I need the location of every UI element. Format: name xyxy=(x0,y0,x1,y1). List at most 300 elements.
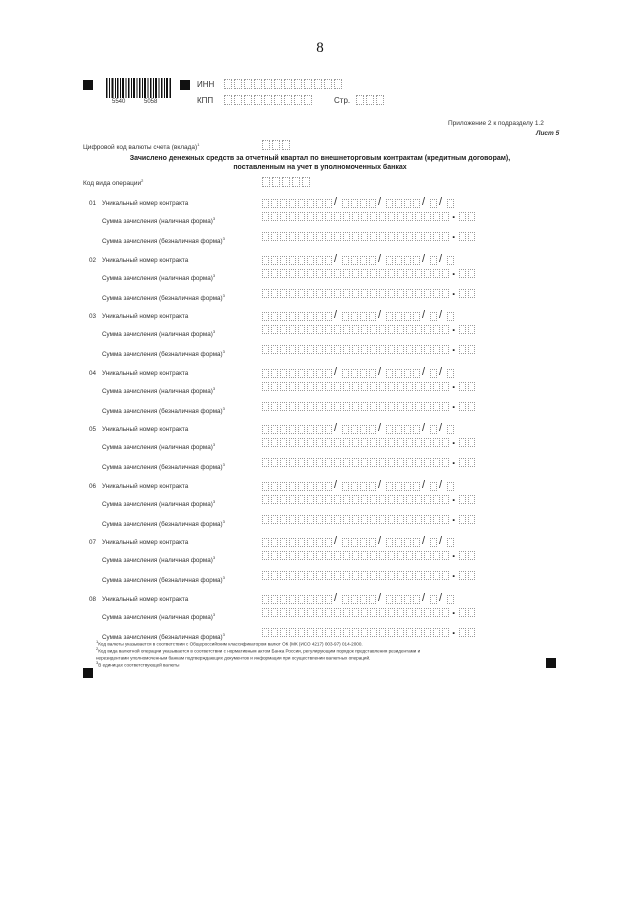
input-cell[interactable] xyxy=(234,95,242,105)
input-cell[interactable] xyxy=(415,269,422,278)
input-cell[interactable] xyxy=(404,199,411,208)
input-cell[interactable] xyxy=(415,438,422,447)
input-cell[interactable] xyxy=(284,95,292,105)
input-cell[interactable] xyxy=(262,495,269,504)
input-cell[interactable] xyxy=(360,369,367,378)
input-cell[interactable] xyxy=(234,79,242,89)
input-cell[interactable] xyxy=(424,345,431,354)
input-cell[interactable] xyxy=(397,269,404,278)
input-cell[interactable] xyxy=(468,515,475,524)
input-cell[interactable] xyxy=(244,95,252,105)
input-cell[interactable] xyxy=(289,538,296,547)
input-cell[interactable] xyxy=(424,458,431,467)
input-cell[interactable] xyxy=(316,538,323,547)
input-cell[interactable] xyxy=(360,482,367,491)
input-cell[interactable] xyxy=(360,256,367,265)
input-cell[interactable] xyxy=(316,628,323,637)
input-cell[interactable] xyxy=(397,289,404,298)
input-cell[interactable] xyxy=(280,256,287,265)
input-cell[interactable] xyxy=(352,325,359,334)
input-cell[interactable] xyxy=(386,538,393,547)
input-cell[interactable] xyxy=(413,595,420,604)
input-cell[interactable] xyxy=(459,402,466,411)
input-cell[interactable] xyxy=(262,269,269,278)
input-cell[interactable] xyxy=(284,79,292,89)
input-cell[interactable] xyxy=(298,256,305,265)
input-cell[interactable] xyxy=(413,369,420,378)
input-cell[interactable] xyxy=(316,608,323,617)
input-cell[interactable] xyxy=(325,256,332,265)
input-cell[interactable] xyxy=(343,628,350,637)
input-cell[interactable] xyxy=(262,289,269,298)
input-cell[interactable] xyxy=(430,595,437,604)
input-cell[interactable] xyxy=(404,312,411,321)
input-cell[interactable] xyxy=(415,458,422,467)
input-cell[interactable] xyxy=(343,289,350,298)
input-cell[interactable] xyxy=(289,289,296,298)
input-cell[interactable] xyxy=(342,369,349,378)
input-cell[interactable] xyxy=(397,212,404,221)
input-cell[interactable] xyxy=(397,382,404,391)
input-cell[interactable] xyxy=(316,345,323,354)
input-cell[interactable] xyxy=(370,402,377,411)
input-cell[interactable] xyxy=(289,425,296,434)
input-cell[interactable] xyxy=(352,382,359,391)
input-cell[interactable] xyxy=(298,515,305,524)
input-cell[interactable] xyxy=(325,595,332,604)
input-cell[interactable] xyxy=(430,312,437,321)
input-cell[interactable] xyxy=(406,232,413,241)
input-cell[interactable] xyxy=(352,402,359,411)
input-cell[interactable] xyxy=(302,177,310,187)
input-cell[interactable] xyxy=(262,212,269,221)
input-cell[interactable] xyxy=(224,95,232,105)
input-cell[interactable] xyxy=(397,515,404,524)
input-cell[interactable] xyxy=(442,382,449,391)
input-cell[interactable] xyxy=(343,438,350,447)
input-cell[interactable] xyxy=(388,269,395,278)
input-cell[interactable] xyxy=(361,571,368,580)
input-cell[interactable] xyxy=(351,256,358,265)
input-cell[interactable] xyxy=(271,551,278,560)
input-cell[interactable] xyxy=(397,438,404,447)
input-cell[interactable] xyxy=(406,608,413,617)
input-cell[interactable] xyxy=(271,199,278,208)
input-cell[interactable] xyxy=(342,538,349,547)
input-cell[interactable] xyxy=(361,269,368,278)
input-cell[interactable] xyxy=(289,571,296,580)
input-cell[interactable] xyxy=(351,312,358,321)
input-cell[interactable] xyxy=(271,438,278,447)
input-cell[interactable] xyxy=(316,382,323,391)
input-cell[interactable] xyxy=(379,289,386,298)
noncash-amount-field[interactable] xyxy=(262,345,475,355)
input-cell[interactable] xyxy=(304,79,312,89)
input-cell[interactable] xyxy=(386,425,393,434)
input-cell[interactable] xyxy=(361,515,368,524)
input-cell[interactable] xyxy=(289,325,296,334)
input-cell[interactable] xyxy=(397,551,404,560)
input-cell[interactable] xyxy=(404,256,411,265)
cash-amount-field[interactable] xyxy=(262,325,475,335)
input-cell[interactable] xyxy=(342,425,349,434)
input-cell[interactable] xyxy=(370,325,377,334)
input-cell[interactable] xyxy=(369,369,376,378)
input-cell[interactable] xyxy=(334,325,341,334)
input-cell[interactable] xyxy=(459,571,466,580)
input-cell[interactable] xyxy=(397,628,404,637)
input-cell[interactable] xyxy=(433,345,440,354)
input-cell[interactable] xyxy=(298,199,305,208)
input-cell[interactable] xyxy=(334,212,341,221)
input-cell[interactable] xyxy=(370,458,377,467)
input-cell[interactable] xyxy=(468,325,475,334)
input-cell[interactable] xyxy=(413,425,420,434)
input-cell[interactable] xyxy=(280,551,287,560)
input-cell[interactable] xyxy=(406,458,413,467)
input-cell[interactable] xyxy=(334,608,341,617)
input-cell[interactable] xyxy=(430,256,437,265)
input-cell[interactable] xyxy=(442,495,449,504)
input-cell[interactable] xyxy=(352,438,359,447)
input-cell[interactable] xyxy=(397,608,404,617)
input-cell[interactable] xyxy=(379,212,386,221)
input-cell[interactable] xyxy=(307,495,314,504)
input-cell[interactable] xyxy=(325,608,332,617)
currency-code-field[interactable] xyxy=(262,140,290,150)
noncash-amount-field[interactable] xyxy=(262,458,475,468)
input-cell[interactable] xyxy=(298,212,305,221)
input-cell[interactable] xyxy=(334,551,341,560)
input-cell[interactable] xyxy=(413,199,420,208)
contract-number-field[interactable] xyxy=(262,482,454,492)
input-cell[interactable] xyxy=(388,345,395,354)
input-cell[interactable] xyxy=(351,369,358,378)
input-cell[interactable] xyxy=(404,595,411,604)
input-cell[interactable] xyxy=(325,628,332,637)
input-cell[interactable] xyxy=(298,425,305,434)
input-cell[interactable] xyxy=(262,232,269,241)
input-cell[interactable] xyxy=(369,199,376,208)
input-cell[interactable] xyxy=(307,551,314,560)
input-cell[interactable] xyxy=(351,199,358,208)
input-cell[interactable] xyxy=(468,382,475,391)
input-cell[interactable] xyxy=(280,289,287,298)
input-cell[interactable] xyxy=(298,608,305,617)
input-cell[interactable] xyxy=(388,402,395,411)
input-cell[interactable] xyxy=(468,232,475,241)
input-cell[interactable] xyxy=(289,628,296,637)
input-cell[interactable] xyxy=(289,269,296,278)
input-cell[interactable] xyxy=(379,515,386,524)
input-cell[interactable] xyxy=(415,628,422,637)
input-cell[interactable] xyxy=(298,551,305,560)
input-cell[interactable] xyxy=(352,232,359,241)
input-cell[interactable] xyxy=(442,458,449,467)
input-cell[interactable] xyxy=(415,382,422,391)
input-cell[interactable] xyxy=(298,289,305,298)
input-cell[interactable] xyxy=(316,289,323,298)
input-cell[interactable] xyxy=(280,425,287,434)
input-cell[interactable] xyxy=(280,402,287,411)
input-cell[interactable] xyxy=(298,232,305,241)
input-cell[interactable] xyxy=(360,538,367,547)
input-cell[interactable] xyxy=(289,551,296,560)
input-cell[interactable] xyxy=(334,345,341,354)
input-cell[interactable] xyxy=(325,269,332,278)
input-cell[interactable] xyxy=(413,256,420,265)
input-cell[interactable] xyxy=(395,595,402,604)
input-cell[interactable] xyxy=(404,482,411,491)
input-cell[interactable] xyxy=(459,608,466,617)
input-cell[interactable] xyxy=(370,551,377,560)
input-cell[interactable] xyxy=(271,571,278,580)
input-cell[interactable] xyxy=(343,571,350,580)
input-cell[interactable] xyxy=(370,269,377,278)
input-cell[interactable] xyxy=(316,595,323,604)
input-cell[interactable] xyxy=(388,628,395,637)
input-cell[interactable] xyxy=(262,369,269,378)
contract-number-field[interactable] xyxy=(262,369,454,379)
input-cell[interactable] xyxy=(388,495,395,504)
input-cell[interactable] xyxy=(351,538,358,547)
input-cell[interactable] xyxy=(459,269,466,278)
input-cell[interactable] xyxy=(316,571,323,580)
input-cell[interactable] xyxy=(379,628,386,637)
contract-number-field[interactable] xyxy=(262,538,454,548)
input-cell[interactable] xyxy=(406,551,413,560)
input-cell[interactable] xyxy=(413,482,420,491)
input-cell[interactable] xyxy=(298,495,305,504)
input-cell[interactable] xyxy=(459,232,466,241)
input-cell[interactable] xyxy=(424,515,431,524)
input-cell[interactable] xyxy=(316,199,323,208)
noncash-amount-field[interactable] xyxy=(262,628,475,638)
input-cell[interactable] xyxy=(298,595,305,604)
input-cell[interactable] xyxy=(370,345,377,354)
input-cell[interactable] xyxy=(254,79,262,89)
input-cell[interactable] xyxy=(406,345,413,354)
input-cell[interactable] xyxy=(468,628,475,637)
input-cell[interactable] xyxy=(459,382,466,391)
input-cell[interactable] xyxy=(254,95,262,105)
input-cell[interactable] xyxy=(459,495,466,504)
input-cell[interactable] xyxy=(298,369,305,378)
input-cell[interactable] xyxy=(298,458,305,467)
input-cell[interactable] xyxy=(334,382,341,391)
input-cell[interactable] xyxy=(316,369,323,378)
input-cell[interactable] xyxy=(430,538,437,547)
input-cell[interactable] xyxy=(264,95,272,105)
input-cell[interactable] xyxy=(280,595,287,604)
input-cell[interactable] xyxy=(424,402,431,411)
input-cell[interactable] xyxy=(406,382,413,391)
input-cell[interactable] xyxy=(459,345,466,354)
input-cell[interactable] xyxy=(388,608,395,617)
input-cell[interactable] xyxy=(468,551,475,560)
noncash-amount-field[interactable] xyxy=(262,232,475,242)
input-cell[interactable] xyxy=(379,608,386,617)
input-cell[interactable] xyxy=(289,608,296,617)
input-cell[interactable] xyxy=(415,495,422,504)
input-cell[interactable] xyxy=(379,571,386,580)
cash-amount-field[interactable] xyxy=(262,212,475,222)
input-cell[interactable] xyxy=(433,571,440,580)
input-cell[interactable] xyxy=(325,345,332,354)
input-cell[interactable] xyxy=(289,382,296,391)
input-cell[interactable] xyxy=(468,458,475,467)
input-cell[interactable] xyxy=(307,269,314,278)
input-cell[interactable] xyxy=(442,402,449,411)
input-cell[interactable] xyxy=(361,382,368,391)
input-cell[interactable] xyxy=(379,551,386,560)
input-cell[interactable] xyxy=(316,212,323,221)
input-cell[interactable] xyxy=(424,608,431,617)
input-cell[interactable] xyxy=(280,199,287,208)
input-cell[interactable] xyxy=(274,95,282,105)
noncash-amount-field[interactable] xyxy=(262,402,475,412)
input-cell[interactable] xyxy=(316,256,323,265)
input-cell[interactable] xyxy=(262,140,270,150)
input-cell[interactable] xyxy=(262,382,269,391)
input-cell[interactable] xyxy=(395,482,402,491)
input-cell[interactable] xyxy=(325,515,332,524)
input-cell[interactable] xyxy=(406,289,413,298)
input-cell[interactable] xyxy=(406,628,413,637)
input-cell[interactable] xyxy=(404,369,411,378)
input-cell[interactable] xyxy=(370,495,377,504)
contract-number-field[interactable] xyxy=(262,425,454,435)
input-cell[interactable] xyxy=(280,325,287,334)
input-cell[interactable] xyxy=(224,79,232,89)
input-cell[interactable] xyxy=(351,425,358,434)
input-cell[interactable] xyxy=(397,325,404,334)
input-cell[interactable] xyxy=(343,212,350,221)
input-cell[interactable] xyxy=(395,312,402,321)
input-cell[interactable] xyxy=(388,551,395,560)
input-cell[interactable] xyxy=(386,256,393,265)
input-cell[interactable] xyxy=(361,438,368,447)
input-cell[interactable] xyxy=(280,458,287,467)
input-cell[interactable] xyxy=(430,199,437,208)
input-cell[interactable] xyxy=(316,312,323,321)
input-cell[interactable] xyxy=(386,595,393,604)
input-cell[interactable] xyxy=(307,595,314,604)
input-cell[interactable] xyxy=(442,628,449,637)
input-cell[interactable] xyxy=(415,325,422,334)
input-cell[interactable] xyxy=(433,402,440,411)
input-cell[interactable] xyxy=(334,438,341,447)
input-cell[interactable] xyxy=(343,325,350,334)
input-cell[interactable] xyxy=(316,402,323,411)
input-cell[interactable] xyxy=(262,438,269,447)
input-cell[interactable] xyxy=(468,495,475,504)
input-cell[interactable] xyxy=(334,458,341,467)
input-cell[interactable] xyxy=(342,199,349,208)
input-cell[interactable] xyxy=(307,628,314,637)
input-cell[interactable] xyxy=(369,256,376,265)
input-cell[interactable] xyxy=(289,232,296,241)
input-cell[interactable] xyxy=(343,551,350,560)
input-cell[interactable] xyxy=(361,551,368,560)
input-cell[interactable] xyxy=(352,571,359,580)
contract-number-field[interactable] xyxy=(262,312,454,322)
noncash-amount-field[interactable] xyxy=(262,571,475,581)
input-cell[interactable] xyxy=(388,212,395,221)
input-cell[interactable] xyxy=(370,212,377,221)
contract-number-field[interactable] xyxy=(262,256,454,266)
input-cell[interactable] xyxy=(298,538,305,547)
input-cell[interactable] xyxy=(262,538,269,547)
input-cell[interactable] xyxy=(388,458,395,467)
input-cell[interactable] xyxy=(271,382,278,391)
input-cell[interactable] xyxy=(294,95,302,105)
input-cell[interactable] xyxy=(433,289,440,298)
input-cell[interactable] xyxy=(262,571,269,580)
contract-number-field[interactable] xyxy=(262,199,454,209)
input-cell[interactable] xyxy=(316,458,323,467)
input-cell[interactable] xyxy=(271,515,278,524)
input-cell[interactable] xyxy=(334,289,341,298)
input-cell[interactable] xyxy=(430,369,437,378)
input-cell[interactable] xyxy=(262,199,269,208)
input-cell[interactable] xyxy=(413,312,420,321)
input-cell[interactable] xyxy=(289,458,296,467)
input-cell[interactable] xyxy=(307,438,314,447)
input-cell[interactable] xyxy=(342,595,349,604)
input-cell[interactable] xyxy=(406,438,413,447)
input-cell[interactable] xyxy=(289,515,296,524)
input-cell[interactable] xyxy=(307,256,314,265)
input-cell[interactable] xyxy=(370,515,377,524)
input-cell[interactable] xyxy=(442,232,449,241)
input-cell[interactable] xyxy=(361,628,368,637)
input-cell[interactable] xyxy=(370,289,377,298)
noncash-amount-field[interactable] xyxy=(262,289,475,299)
input-cell[interactable] xyxy=(325,495,332,504)
input-cell[interactable] xyxy=(271,312,278,321)
input-cell[interactable] xyxy=(271,212,278,221)
input-cell[interactable] xyxy=(271,256,278,265)
input-cell[interactable] xyxy=(361,495,368,504)
input-cell[interactable] xyxy=(334,79,342,89)
input-cell[interactable] xyxy=(424,212,431,221)
input-cell[interactable] xyxy=(271,538,278,547)
input-cell[interactable] xyxy=(395,369,402,378)
input-cell[interactable] xyxy=(298,482,305,491)
input-cell[interactable] xyxy=(424,325,431,334)
input-cell[interactable] xyxy=(415,571,422,580)
input-cell[interactable] xyxy=(316,325,323,334)
input-cell[interactable] xyxy=(343,458,350,467)
input-cell[interactable] xyxy=(307,571,314,580)
input-cell[interactable] xyxy=(404,538,411,547)
input-cell[interactable] xyxy=(342,256,349,265)
input-cell[interactable] xyxy=(379,382,386,391)
input-cell[interactable] xyxy=(307,312,314,321)
input-cell[interactable] xyxy=(307,212,314,221)
input-cell[interactable] xyxy=(316,269,323,278)
input-cell[interactable] xyxy=(356,95,364,105)
input-cell[interactable] xyxy=(307,608,314,617)
input-cell[interactable] xyxy=(388,571,395,580)
input-cell[interactable] xyxy=(325,289,332,298)
input-cell[interactable] xyxy=(289,312,296,321)
input-cell[interactable] xyxy=(262,551,269,560)
input-cell[interactable] xyxy=(361,608,368,617)
input-cell[interactable] xyxy=(468,438,475,447)
input-cell[interactable] xyxy=(352,495,359,504)
